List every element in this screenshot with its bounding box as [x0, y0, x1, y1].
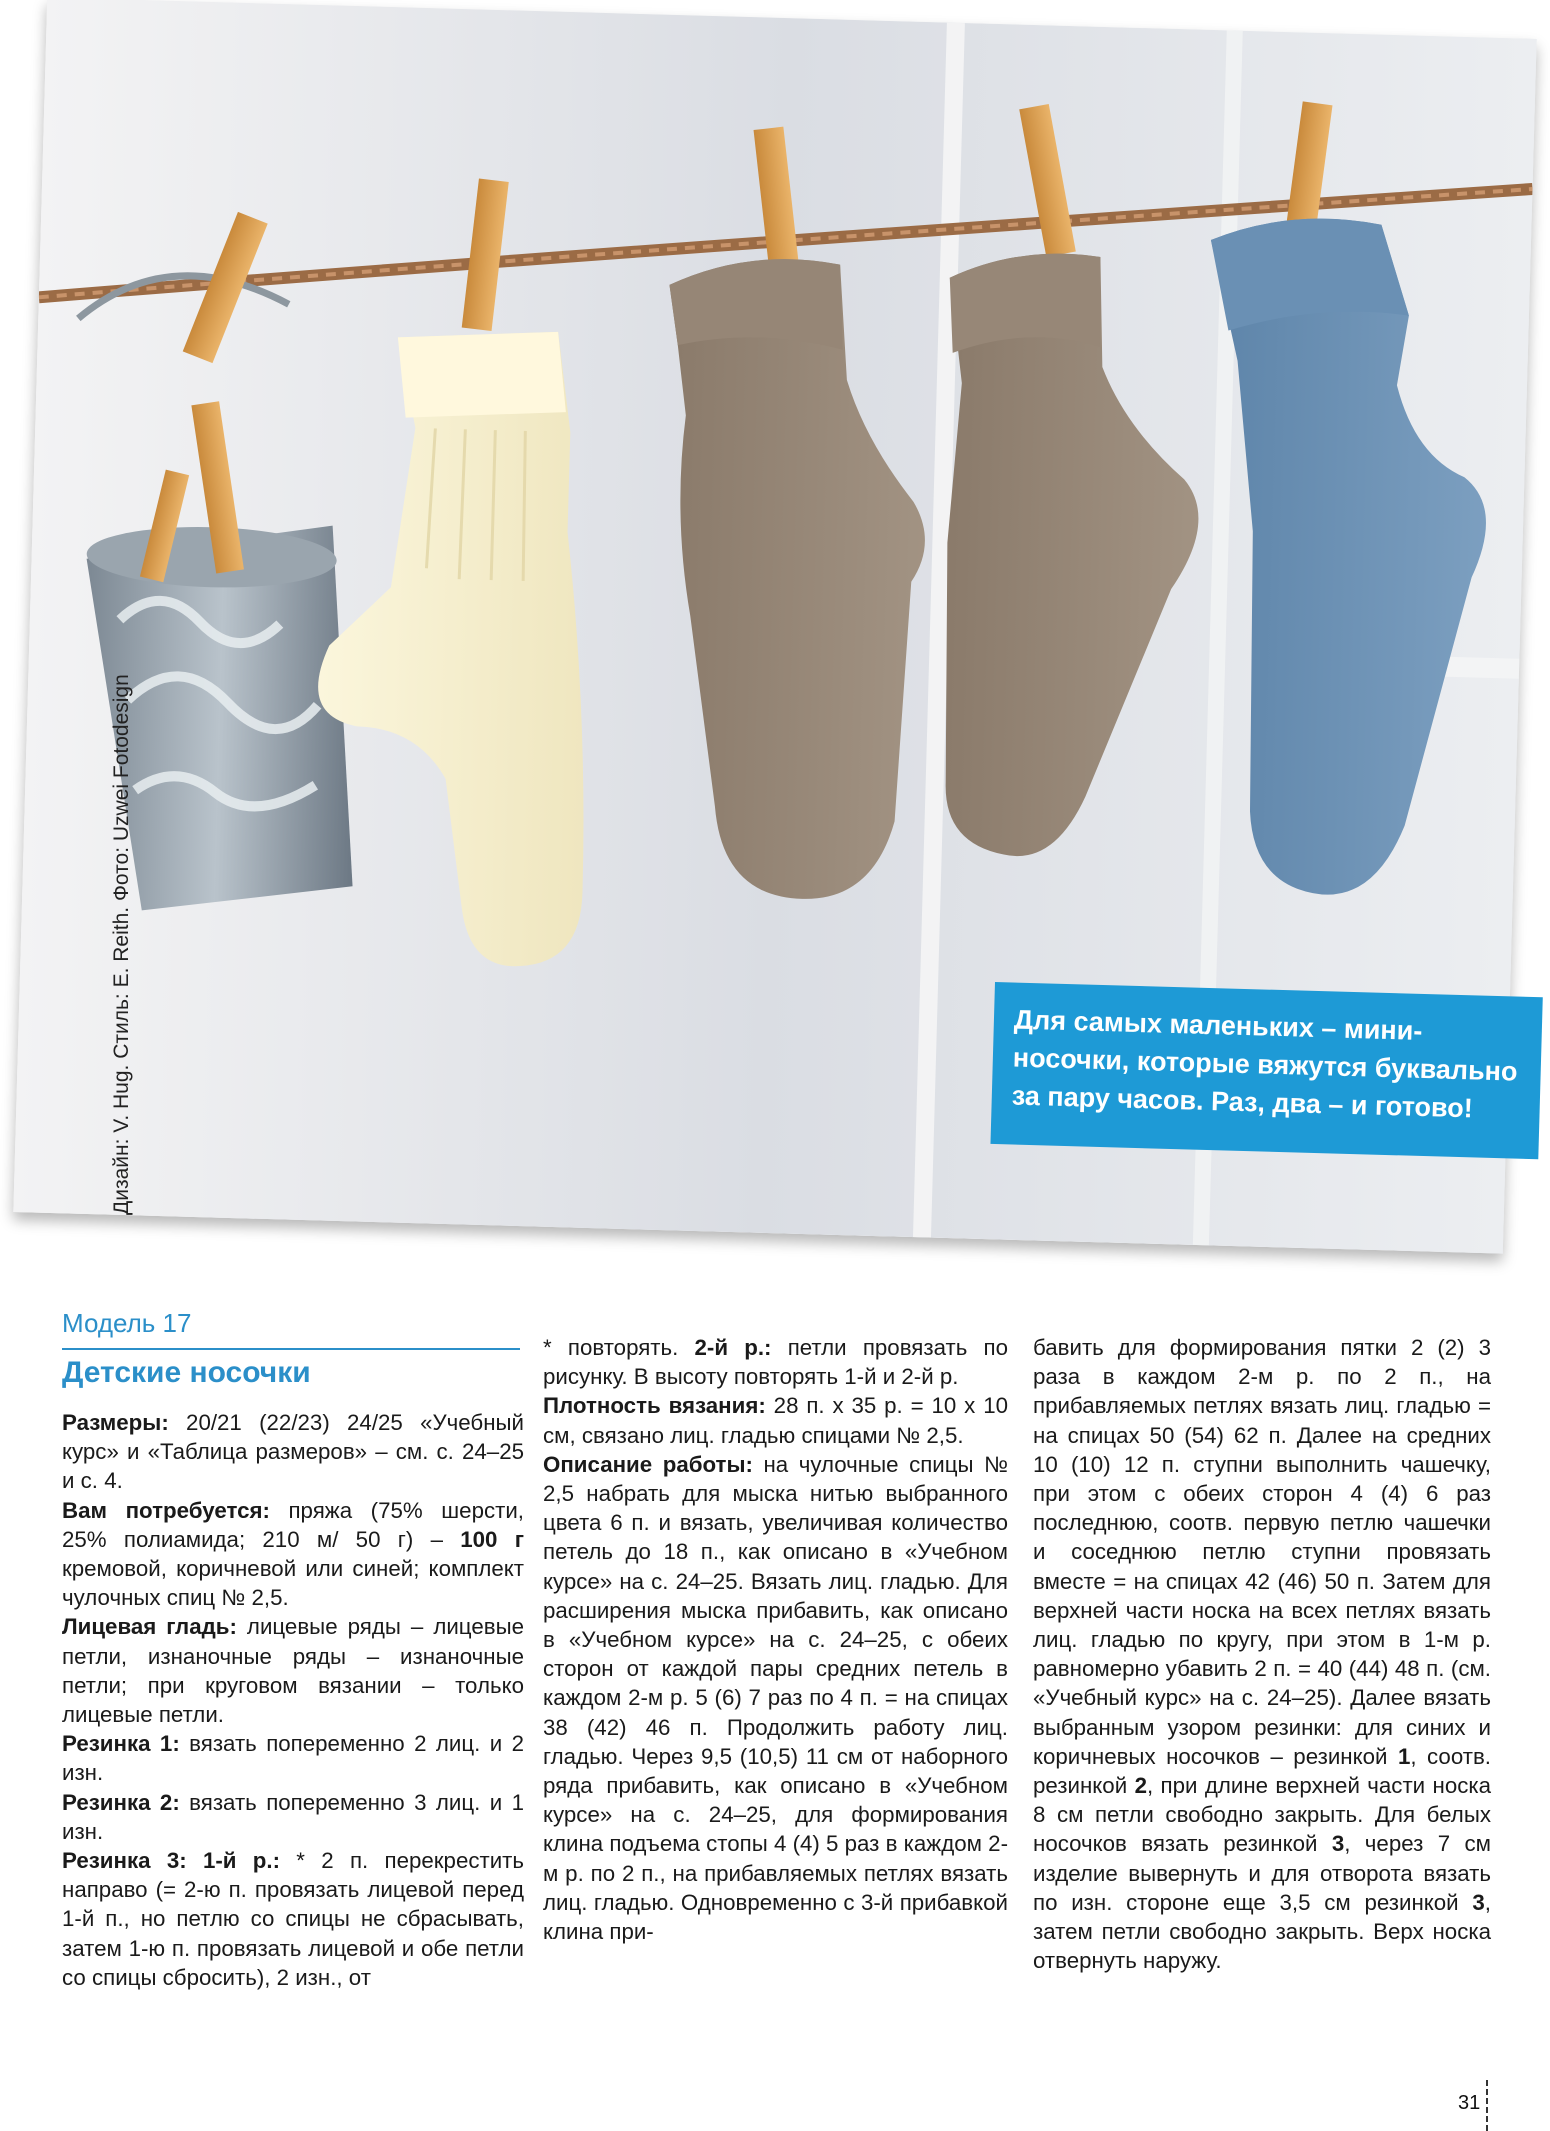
article-title: Детские носочки	[62, 1348, 520, 1390]
paragraph-text: лицевые ряды – лицевые петли, изнаночные ряды – изнаночные петли; при круговом вязании – только лицевые петли.	[62, 1614, 524, 1728]
paragraph-emphasis: 2	[1134, 1773, 1147, 1799]
paragraph-text-cont: , затем петли свободно закрыть. Верх носка отвернуть наружу.	[1033, 1889, 1491, 1974]
paragraph-lead: Размеры:	[62, 1410, 169, 1435]
paragraph	[1033, 1333, 1491, 1975]
paragraph-emphasis: 3	[1331, 1831, 1345, 1857]
page-rule	[1486, 2080, 1488, 2131]
paragraph-text: бавить для формирования пятки 2 (2) 3 раза в каждом 2-м р. по 2 п., на прибавляемых петлях вязать лиц. гладью = на спицах 50 (54) 62 п. Далее на средних 10 (10) 12 п. ступни выполнить чашечку, при этом с обеих сторон 4 (4) 6 раз последнюю, соотв. первую петлю чашечки и соседнюю петлю ступни провязать вместе = на спицах 42 (46) 50 п. Затем для верхней части носка на всех петлях вязать лиц. гладью по кругу, при этом в 1-м р. равномерно убавить 2 п. = 40 (44) 48 п. (см. «Учебный курс» на с. 24–25). Далее вязать выбранным узором резинки: для синих и коричневых носочков – резинкой	[1033, 1335, 1491, 1769]
photo-caption	[990, 982, 1542, 1159]
paragraph-text: 20/21 (22/23) 24/25 «Учебный курс» и «Таблица размеров» – см. с. 24–25 и с. 4.	[62, 1410, 524, 1494]
paragraph-text: 28 п. х 35 р. = 10 х 10 см, связано лиц. гладью спицами № 2,5.	[543, 1393, 1008, 1448]
text-column-1	[62, 1408, 524, 1992]
paragraph-text-cont: , соотв. резинкой	[1033, 1743, 1491, 1799]
paragraph	[62, 1612, 524, 1729]
paragraph	[543, 1333, 1008, 1391]
paragraph-lead: Вам потребуется:	[62, 1497, 270, 1523]
paragraph-text-cont: петли провязать по рисунку. В высоту повторять 1-й и 2-й р.	[543, 1335, 1008, 1390]
paragraph-lead: Плотность вязания:	[543, 1393, 766, 1419]
paragraph-text-cont: кремовой, коричневой или синей; комплект чулочных спиц № 2,5.	[62, 1556, 524, 1611]
paragraph-lead: Резинка 3: 1-й р.:	[62, 1848, 281, 1874]
paragraph-text: вязать попеременно 3 лиц. и 1 изн.	[62, 1789, 524, 1844]
paragraph-text: пряжа (75% шерсти, 25% полиамида; 210 м/ 50 г) –	[62, 1497, 524, 1552]
paragraph	[62, 1846, 524, 1992]
paragraph	[62, 1729, 524, 1787]
paragraph-emphasis: 100 г	[460, 1526, 524, 1552]
paragraph-lead: Лицевая гладь:	[62, 1614, 237, 1640]
paragraph	[543, 1450, 1008, 1946]
photo-credit: Дизайн: V. Hug. Стиль: E. Reith. Фото: Uzwei Fotodesign	[110, 674, 133, 1215]
paragraph-emphasis: 2-й р.:	[694, 1335, 772, 1360]
paragraph	[62, 1788, 524, 1846]
paragraph-lead: Резинка 1:	[62, 1731, 180, 1757]
paragraph-text: на чулочные спицы № 2,5 набрать для мыска нитью выбранного цвета 6 п. и вязать, увеличивая количество петель до 18 п., как описано в «Учебном курсе» на с. 24–25. Вязать лиц. гладью. Для расширения мыска прибавить, как описано в «Учебном курсе» на с. 24–25, с обеих сторон от каждой пары средних петель в каждом 2-м р. 5 (6) 7 раз по 4 п. = на спицах 38 (42) 46 п. Продолжить работу лиц. гладью. Через 9,5 (10,5) 11 см от наборного ряда прибавить, как описано в «Учебном курсе» на с. 24–25, для формирования клина подъема стопы 4 (4) 5 раз в каждом 2-м р. по 2 п., на прибавляемых петлях вязать лиц. гладью. Одновременно с 3-й прибавкой клина при-	[543, 1451, 1008, 1945]
photo-caption-text: Для самых маленьких – мини-носочки, которые вяжутся буквально за пару часов. Раз, два – и готово!	[1011, 1004, 1518, 1124]
model-number: Модель 17	[62, 1308, 192, 1338]
page-number: 31	[1458, 2092, 1481, 2114]
paragraph-text: * повторять.	[543, 1335, 695, 1360]
paragraph-lead: Резинка 2:	[62, 1789, 180, 1815]
paragraph-emphasis: 1	[1397, 1743, 1411, 1769]
paragraph-text: вязать попеременно 2 лиц. и 2 изн.	[62, 1731, 524, 1786]
paragraph	[543, 1391, 1008, 1449]
paragraph-text-cont: , через 7 см изделие вывернуть и для отворота вязать по изн. стороне еще 3,5 см резинкой	[1033, 1831, 1491, 1915]
paragraph	[62, 1496, 524, 1613]
paragraph-emphasis: 3	[1472, 1889, 1485, 1915]
paragraph	[62, 1408, 524, 1496]
paragraph-text-cont: , при длине верхней части носка 8 см петли свободно закрыть. Для белых носочков вязать резинкой	[1033, 1773, 1492, 1857]
paragraph-text: * 2 п. перекрестить направо (= 2-ю п. провязать лицевой перед 1-й п., но петлю со спицы не сбрасывать, затем 1-ю п. провязать лицевой и обе петли со спицы сбросить), 2 изн., от	[62, 1848, 525, 1990]
paragraph-lead: Описание работы:	[543, 1451, 753, 1477]
text-column-3	[1033, 1333, 1491, 1975]
text-column-2	[543, 1333, 1008, 1946]
